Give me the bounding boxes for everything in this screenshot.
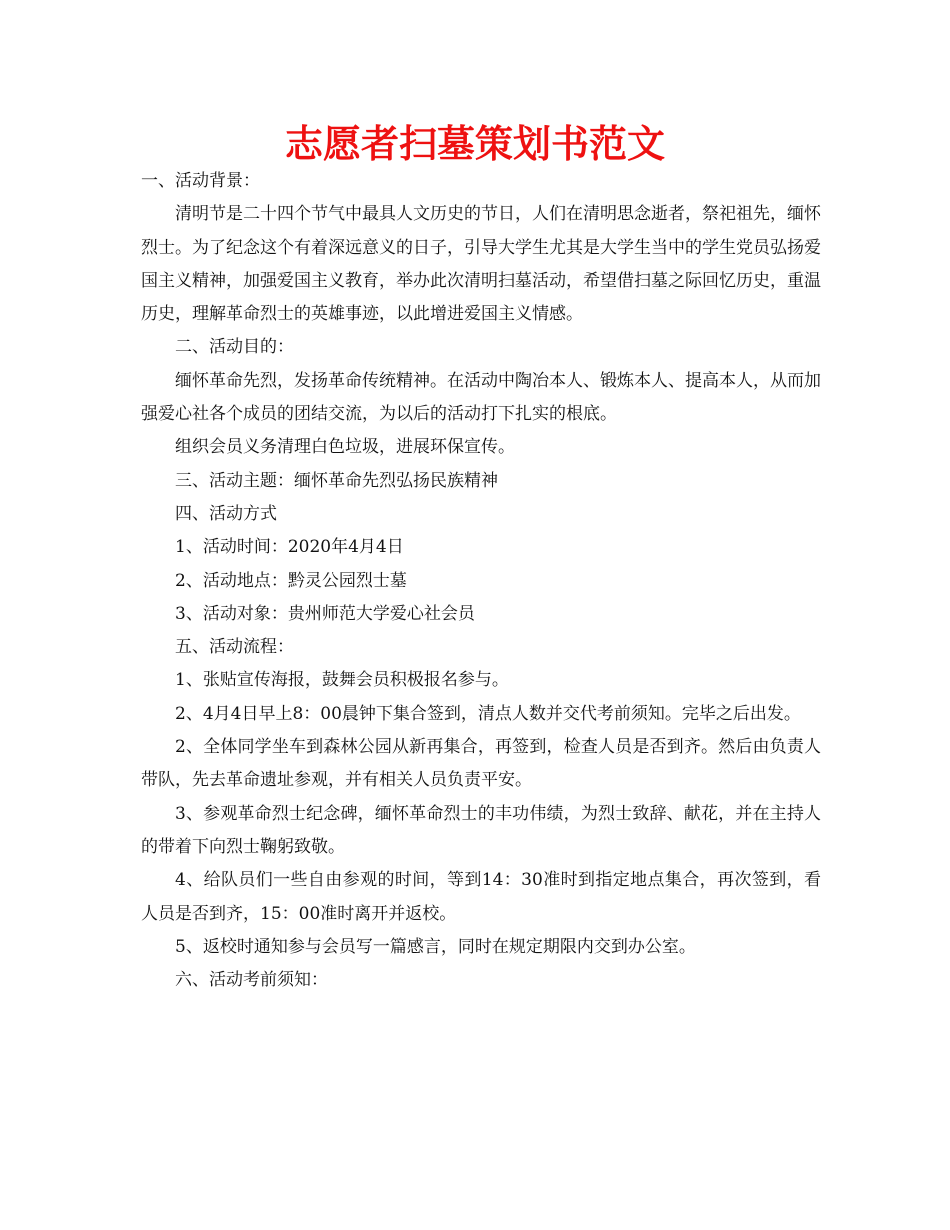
- item-audience: 3、活动对象：贵州师范大学爱心社会员: [175, 603, 475, 624]
- heading-method: 四、活动方式: [175, 503, 277, 524]
- heading-theme: 三、活动主题：缅怀革命先烈弘扬民族精神: [175, 470, 498, 491]
- paragraph-background: 清明节是二十四个节气中最具人文历史的节日，人们在清明思念逝者，祭祀祖先，缅怀烈士。为了纪念这个有着深远意义的日子，引导大学生尤其是大学生当中的学生党员弘扬爱国主义精神，加强爱国主义教育，举办此次清明扫墓活动，希望借扫墓之际回忆历史，重温历史，理解革命烈士的英雄事迹，以此增进爱国主义情感。: [141, 204, 821, 325]
- heading-notes: 六、活动考前须知：: [175, 970, 328, 991]
- process-step-3: 3、参观革命烈士纪念碑，缅怀革命烈士的丰功伟绩，为烈士致辞、献花，并在主持人的带着下向烈士鞠躬致敬。: [141, 803, 821, 857]
- process-step-2b: 2、全体同学坐车到森林公园从新再集合，再签到，检查人员是否到齐。然后由负责人带队，先去革命遗址参观，并有相关人员负责平安。: [141, 737, 821, 791]
- item-time: 1、活动时间：2020年4月4日: [175, 537, 404, 558]
- item-location: 2、活动地点：黔灵公园烈士墓: [175, 570, 407, 591]
- process-step-5: 5、返校时通知参与会员写一篇感言，同时在规定期限内交到办公室。: [175, 936, 696, 957]
- heading-process: 五、活动流程：: [175, 637, 294, 658]
- document-body: [141, 165, 821, 997]
- heading-purpose: 二、活动目的：: [175, 337, 294, 358]
- heading-background: 一、活动背景：: [141, 171, 260, 191]
- process-step-1: 1、张贴宣传海报，鼓舞会员积极报名参与。: [175, 670, 509, 691]
- process-step-4: 4、给队员们一些自由参观的时间，等到14：30准时到指定地点集合，再次签到，看人员是否到齐，15：00准时离开并返校。: [141, 870, 821, 924]
- process-step-2: 2、4月4日早上8：00晨钟下集合签到，清点人数并交代考前须知。完毕之后出发。: [175, 703, 801, 724]
- document-title: 志愿者扫墓策划书范文: [284, 122, 665, 166]
- paragraph-cleanup: 组织会员义务清理白色垃圾，进展环保宣传。: [175, 437, 515, 458]
- paragraph-purpose: 缅怀革命先烈，发扬革命传统精神。在活动中陶冶本人、锻炼本人、提高本人，从而加强爱心社各个成员的团结交流，为以后的活动打下扎实的根底。: [141, 370, 821, 425]
